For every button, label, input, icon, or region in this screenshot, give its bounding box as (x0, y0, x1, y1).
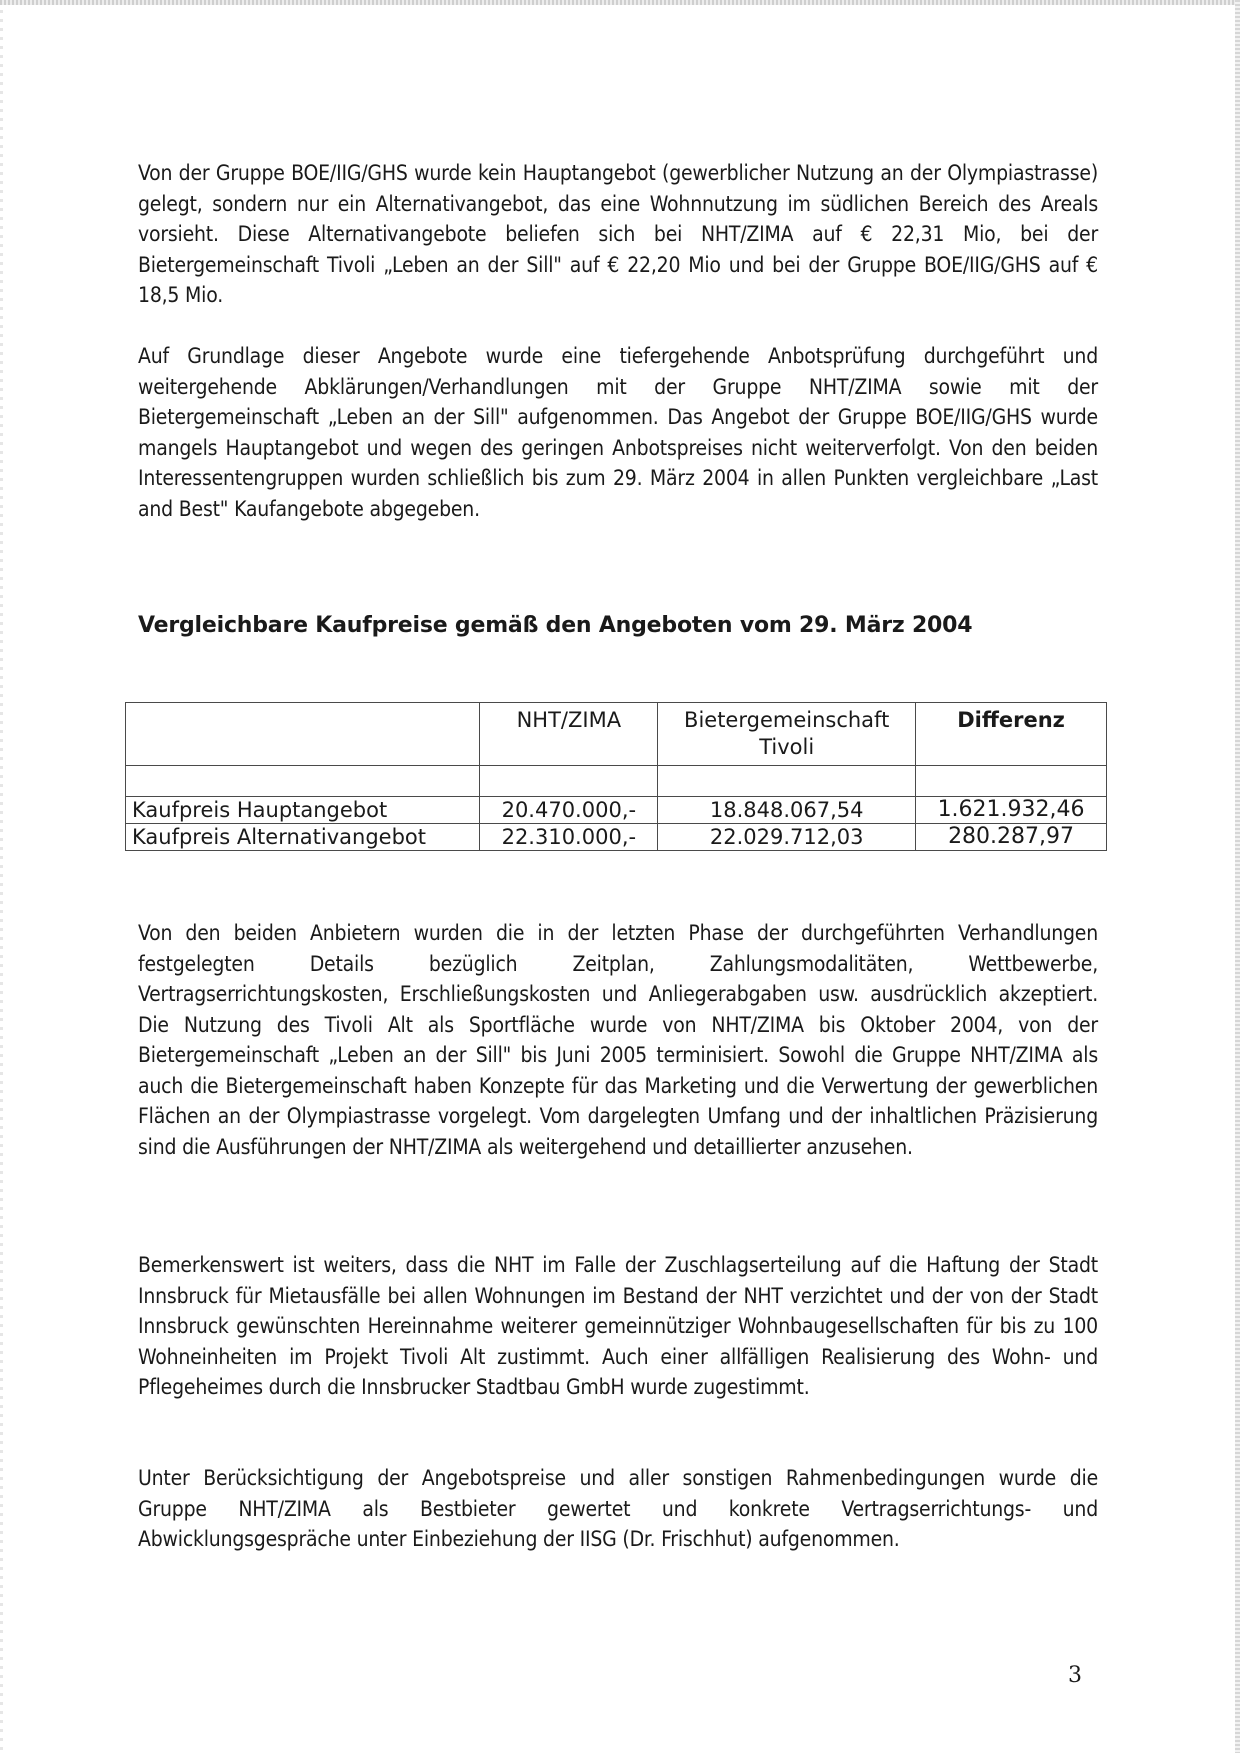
paragraph-negotiation-details: Von den beiden Anbietern wurden die in der letzten Phase der durchgeführten Verhandlungen festgelegten Details bezüglich Zeitplan, Zahlungsmodalitäten, Wettbewerbe, Vertragserrichtungskosten, Erschließungskosten und Anliegerabgaben usw. ausdrücklich akzeptiert. Die Nutzung des Tivoli Alt als Sportfläche wurde von NHT/ZIMA bis Oktober 2004, von der Bietergemeinschaft „Leben an der Sill" bis Juni 2005 terminisiert. Sowohl die Gruppe NHT/ZIMA als auch die Bietergemeinschaft haben Konzepte für das Marketing und die Verwertung der gewerblichen Flächen an der Olympiastrasse vorgelegt. Vom dargelegten Umfang und der inhaltlichen Präzisierung sind die Ausführungen der NHT/ZIMA als weitergehend und detaillierter anzusehen. (138, 921, 1098, 1159)
row-label: Kaufpreis Hauptangebot (126, 797, 480, 824)
cell-nht-zima: 20.470.000,- (480, 797, 658, 824)
section-heading: Vergleichbare Kaufpreise gemäß den Angeboten vom 29. März 2004 (138, 613, 973, 638)
cell-differenz: 1.621.932,46 (916, 797, 1107, 824)
row-label: Kaufpreis Alternativangebot (126, 824, 480, 851)
cell-differenz: 280.287,97 (916, 824, 1107, 851)
scan-border-top (0, 0, 1240, 5)
cell-nht-zima: 22.310.000,- (480, 824, 658, 851)
header-nht-zima: NHT/ZIMA (480, 703, 658, 766)
empty-cell (126, 766, 480, 797)
empty-cell (658, 766, 916, 797)
table-header-row (126, 703, 1107, 766)
empty-cell (480, 766, 658, 797)
paragraph-boe-alternative-offer: Von der Gruppe BOE/IIG/GHS wurde kein Hauptangebot (gewerblicher Nutzung an der Olympiastrasse) gelegt, sondern nur ein Alternativangebot, das eine Wohnnutzung im südlichen Bereich des Areals vorsieht. Diese Alternativangebote beliefen sich bei NHT/ZIMA auf € 22,31 Mio, bei der Bietergemeinschaft Tivoli „Leben an der Sill" auf € 22,20 Mio und bei der Gruppe BOE/IIG/GHS auf € 18,5 Mio. (138, 161, 1098, 307)
empty-cell (916, 766, 1107, 797)
table-row (126, 797, 1107, 824)
cell-tivoli: 18.848.067,54 (658, 797, 916, 824)
header-empty (126, 703, 480, 766)
table-empty-row (126, 766, 1107, 797)
paragraph-nht-liability: Bemerkenswert ist weiters, dass die NHT im Falle der Zuschlagserteilung auf die Haftung der Stadt Innsbruck für Mietausfälle bei allen Wohnungen im Bestand der NHT verzichtet und der von der Stadt Innsbruck gewünschten Hereinnahme weiterer gemeinnütziger Wohnbaugesellschaften für bis zu 100 Wohneinheiten im Projekt Tivoli Alt zustimmt. Auch einer allfälligen Realisierung des Wohn- und Pflegeheimes durch die Innsbrucker Stadtbau GmbH wurde zugestimmt. (138, 1253, 1098, 1399)
header-differenz: Differenz (916, 703, 1107, 766)
header-bietergemeinschaft-tivoli: Bietergemeinschaft Tivoli (658, 703, 916, 766)
paragraph-best-bidder: Unter Berücksichtigung der Angebotspreise und aller sonstigen Rahmenbedingungen wurde die Gruppe NHT/ZIMA als Bestbieter gewertet und konkrete Vertragserrichtungs- und Abwicklungsgespräche unter Einbeziehung der IISG (Dr. Frischhut) aufgenommen. (138, 1466, 1098, 1551)
price-comparison-table (125, 702, 1107, 851)
scan-border-left (0, 10, 3, 1750)
paragraph-offer-review: Auf Grundlage dieser Angebote wurde eine tiefergehende Anbotsprüfung durchgeführt und weitergehende Abklärungen/Verhandlungen mit der Gruppe NHT/ZIMA sowie mit der Bietergemeinschaft „Leben an der Sill" aufgenommen. Das Angebot der Gruppe BOE/IIG/GHS wurde mangels Hauptangebot und wegen des geringen Anbotspreises nicht weiterverfolgt. Von den beiden Interessentengruppen wurden schließlich bis zum 29. März 2004 in allen Punkten vergleichbare „Last and Best" Kaufangebote abgegeben. (138, 344, 1098, 521)
page-number: 3 (1068, 1663, 1082, 1688)
cell-tivoli: 22.029.712,03 (658, 824, 916, 851)
scan-border-right (1235, 0, 1240, 1753)
table-row (126, 824, 1107, 851)
